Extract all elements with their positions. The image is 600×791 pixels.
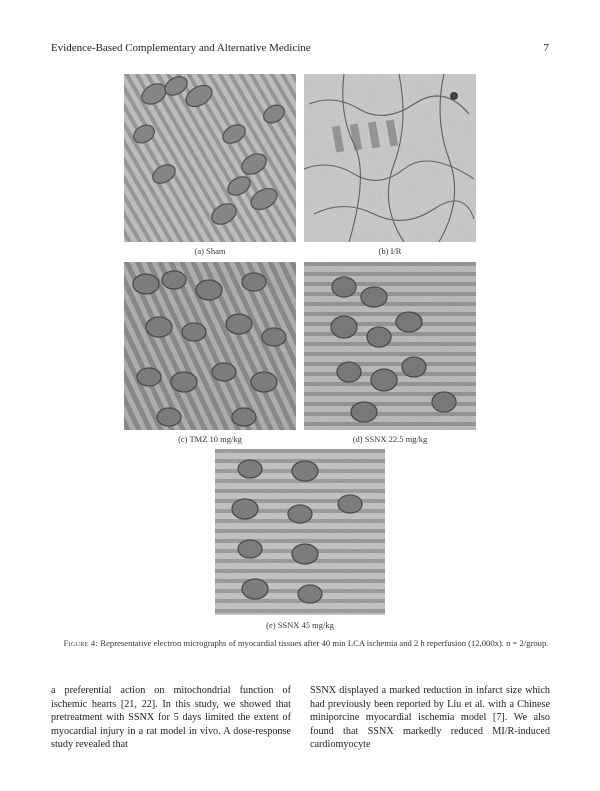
caption-b: (b) I/R — [378, 246, 402, 256]
caption-d: (d) SSNX 22.5 mg/kg — [352, 434, 428, 444]
micrograph-ir — [304, 74, 476, 242]
caption-c: (c) TMZ 10 mg/kg — [178, 434, 242, 444]
micrograph-tmz — [124, 262, 296, 430]
figure-caption-text: Representative electron micrographs of myocardial tissues after 40 min LCA ischemia and 2 h reperfusion (12,000x). n = 2/group. — [100, 638, 549, 648]
running-header — [51, 42, 549, 56]
left-column — [51, 684, 291, 752]
right-column-text: SSNX displayed a marked reduction in infarct size which had previously been reported by Liu et al. with a Chinese miniporcine myocardial ischemia model [7]. We also found that SSNX markedly reduced MI/R-induced cardiomyocyte — [310, 685, 550, 751]
right-column — [310, 684, 550, 752]
micrograph-ssnx-45 — [215, 449, 385, 615]
micrograph-sham — [124, 74, 296, 242]
caption-a: (a) Sham — [194, 246, 226, 256]
caption-e: (e) SSNX 45 mg/kg — [266, 620, 334, 630]
left-column-text: a preferential action on mitochondrial function of ischemic hearts [21, 22]. In this study, we showed that pretreatment with SSNX for 5 days limited the extent of myocardial injury in a rat model in vivo. A dose-response study revealed that — [51, 685, 291, 751]
micrograph-ssnx-22-5 — [304, 262, 476, 430]
figure-caption — [51, 638, 561, 649]
page-number: 7 — [543, 42, 549, 54]
figure-label: Figure 4: — [63, 638, 99, 648]
journal-title: Evidence-Based Complementary and Alternative Medicine — [51, 42, 311, 54]
